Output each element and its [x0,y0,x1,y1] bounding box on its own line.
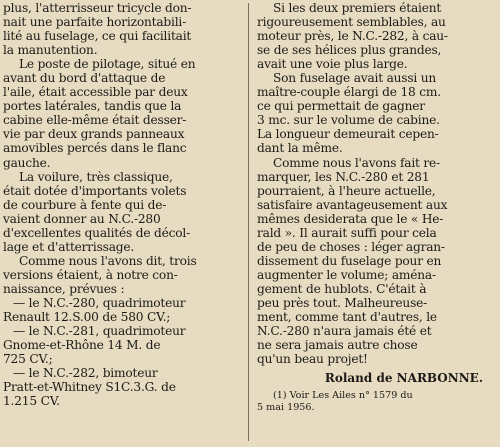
footnote-line: 5 mai 1956. [257,402,315,414]
text-line: gauche. [3,155,51,170]
text-line: cabine elle-même était desser- [3,113,187,128]
text-line: Pratt-et-Whitney S1C.3.G. de [3,380,176,395]
text-line: était dotée d'importants volets [3,183,187,198]
text-line: Renault 12.S.00 de 580 CV.; [3,310,171,325]
text-line: dant la même. [257,141,343,156]
text-line: avant du bord d'attaque de [3,71,166,86]
text-line: La voilure, très classique, [19,169,173,184]
text-line: ment, comme tant d'autres, le [257,310,437,325]
text-line: plus, l'atterrisseur tricycle don- [3,1,192,15]
text-line: mêmes desiderata que le « He- [257,211,444,226]
text-line: rigoureusement semblables, au [257,15,446,30]
text-line: vaient donner au N.C.-280 [3,211,161,226]
text-line: pourraient, à l'heure actuelle, [257,183,436,198]
text-line: marquer, les N.C.-280 et 281 [257,169,430,184]
text-line: maître-couple élargi de 18 cm. [257,85,441,100]
text-line: versions étaient, à notre con- [3,267,178,282]
text-line: satisfaire avantageusement aux [257,197,448,212]
text-line: de peu de choses : léger agran- [257,239,445,254]
text-line: Si les deux premiers étaient [273,1,442,15]
left-column [3,1,243,445]
text-line: ce qui permettait de gagner [257,99,425,114]
text-line: lité au fuselage, ce qui facilitait [3,29,192,44]
text-line: La longueur demeurait cepen- [257,127,439,142]
text-line: moteur près, le N.C.-282, à cau- [257,29,448,44]
right-column [257,1,497,445]
text-line: Comme nous l'avons dit, trois [19,253,197,268]
text-line: dissement du fuselage pour en [257,253,442,268]
footnote-line: (1) Voir Les Ailes n° 1579 du [273,390,413,402]
text-line: rald ». Il aurait suffi pour cela [257,225,437,240]
text-line: naissance, prévues : [3,281,125,296]
text-line: — le N.C.-282, bimoteur [13,366,158,381]
text-line: 3 mc. sur le volume de cabine. [257,113,440,128]
text-line: ne sera jamais autre chose [257,338,418,353]
text-line: d'excellentes qualités de décol- [3,225,191,240]
column-divider [248,3,249,441]
text-line: gement de hublots. C'était à [257,281,427,296]
text-line: 725 CV.; [3,352,53,367]
text-line: lage et d'atterrissage. [3,239,135,254]
text-line: qu'un beau projet! [257,352,368,367]
text-line: peu près tout. Malheureuse- [257,295,428,310]
text-line: Le poste de pilotage, situé en [19,57,196,72]
text-line: — le N.C.-280, quadrimoteur [13,295,186,310]
text-line: N.C.-280 n'aura jamais été et [257,324,432,339]
text-line: nait une parfaite horizontabili- [3,15,187,30]
text-line: Comme nous l'avons fait re- [273,155,440,170]
text-line: portes latérales, tandis que la [3,99,182,114]
text-line: avait une voie plus large. [257,57,408,72]
author-signature: Roland de NARBONNE. [324,371,483,386]
text-line: Son fuselage avait aussi un [273,71,437,86]
text-line: Gnome-et-Rhône 14 M. de [3,338,161,353]
text-line: se de ses hélices plus grandes, [257,43,442,58]
text-line: augmenter le volume; aména- [257,267,436,282]
text-line: de courbure à fente qui de- [3,197,167,212]
text-line: 1.215 CV. [3,394,60,409]
text-line: vie par deux grands panneaux [3,127,185,142]
text-line: — le N.C.-281, quadrimoteur [13,324,186,339]
text-line: l'aile, était accessible par deux [3,85,188,100]
text-line: la manutention. [3,43,98,58]
text-line: amovibles percés dans le flanc [3,141,187,156]
